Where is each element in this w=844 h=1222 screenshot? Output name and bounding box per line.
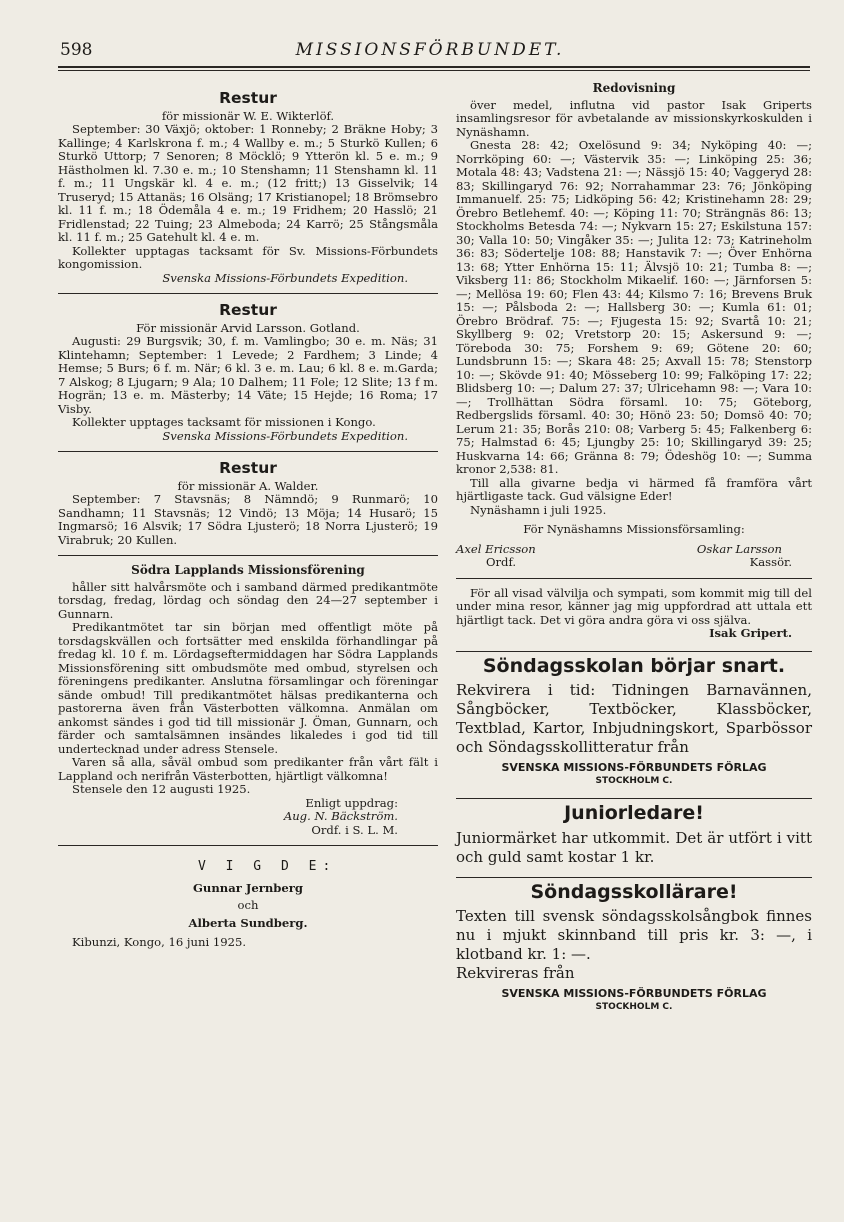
restur-3-subtitle: för missionär A. Walder. [177,478,319,493]
ad-larare-heading: Söndagsskollärare! [530,880,738,903]
ad-junior-body: Juniormärket har utkommit. Det är utfört i vitt och guld samt kostar 1 kr. [456,828,812,866]
vigde-name-2: Alberta Sundberg. [188,915,308,930]
signer-right-title: Kassör. [749,555,792,569]
restur-1-signature: Svenska Missions-Förbundets Expedition. [162,270,408,285]
ad-larare-order: Rekvireras från [456,964,575,982]
header-rule [58,66,810,68]
vigde-och: och [237,898,259,912]
ad-larare-city: STOCKHOLM C. [595,1001,673,1012]
restur-1-body: September: 30 Växjö; oktober: 1 Ronneby; 2 Bräkne Hoby; 3 Kallinge; 4 Karlskrona f. m.; 4 Wallby e. m.; 5 Sturkö Kullen; 6 Sturkö Uttorp; 7 Senoren; 8 Möcklö; 9 Ytterön kl. 5 e. m.; 9 Hästholmen kl. 7.30 e. m.; 10 Stenshamn; 11 Stenshamn kl. 11 f. m.; 11 Ungskär kl. 4 e. m.; (12 fritt;) 13 Gisselvik; 14 Truseryd; 15 Attanäs; 16 Olsäng; 17 Kristianopel; 18 Brömsebro kl. 11 f. m.; 18 Ödemåla 4 e. m.; 19 Fridhem; 20 Hasslö; 21 Fridlenstad; 22 Tuing; 23 Almeboda; 24 Karrö; 25 Stångsmåla kl. 11 f. m.; 25 Gatehult kl. 4 e. m. [58,122,438,244]
gripert-signature: Isak Gripert. [709,626,792,640]
ad-junior-heading: Juniorledare! [564,802,704,824]
lappland-intro: håller sitt halvårsmöte och i samband därmed predikantmöte torsdag, fredag, lördag och söndag den 24—27 september i Gunnarn. [58,579,438,621]
ad-sondagsskolan [456,654,812,789]
page-number: 598 [60,40,93,60]
restur-2-note: Kollekter upptages tacksamt för missionen i Kongo. [72,415,376,429]
ad-larare-publisher: SVENSKA MISSIONS-FÖRBUNDETS FÖRLAG [501,987,767,1000]
ad-junior [456,802,812,867]
left-column [58,82,438,950]
lappland-paragraph: Predikantmötet tar sin början med offentligt möte på torsdagskvällen och fortsätter med enskilda förhandlingar på fredag kl. 10 f. m. Lördagseftermiddagen har Södra Lapplands Missionsförening sitt ombudsmöte med ombud, styrelsen och föreningens predikanter. Anslutna församlingar och föreningar sände ombud! Till predikantmötet hälsas predikanterna och pastorerna även från Västerbotten välkomna. Anmälan om ankomst sändes i god tid till missionär J. Öman, Gunnarn, och färder och samtalsämnen insändes likaledes i god tid till undertecknad under adress Stensele. [58,620,438,756]
signer-left-title: Ordf. [486,555,517,569]
redovisning-intro: över medel, influtna vid pastor Isak Griperts insamlingsresor för avbetalande av missionskyrkoskulden i Nynäshamn. [456,97,812,139]
divider [58,293,438,294]
restur-2-signature: Svenska Missions-Förbundets Expedition. [162,428,408,443]
redovisning-heading: Redovisning [592,81,676,95]
redovisning-signers [456,543,812,557]
journal-title: MISSIONSFÖRBUNDET. [295,40,565,60]
lappland-sign-intro: Enligt uppdrag: [305,795,398,810]
ad-divider [456,798,812,799]
divider [58,555,438,556]
ad-sondagsskolan-publisher: SVENSKA MISSIONS-FÖRBUNDETS FÖRLAG [501,761,767,774]
redovisning-thanks: Till alla givarne bedja vi härmed få framföra vårt hjärtligaste tack. Gud välsigne Eder! [456,475,812,503]
ad-sondagsskolan-heading: Söndagsskolan börjar snart. [482,654,786,677]
gripert-note: För all visad välvilja och sympati, som kommit mig till del under mina resor, känner jag mig uppfordrad att uttala ett hjärtligt tack. Det vi göra andra göra vi oss själva. [456,585,812,627]
restur-2-heading: Restur [219,301,277,319]
divider [58,845,438,846]
restur-1-subtitle: för missionär W. E. Wikterlöf. [161,108,335,123]
right-column [456,82,812,1014]
restur-2-subtitle: För missionär Arvid Larsson. Gotland. [136,320,360,335]
lappland-sign-title: Ordf. i S. L. M. [311,822,398,837]
redovisning-signer-titles [456,556,812,570]
lappland-heading: Södra Lapplands Missionsförening [131,563,365,577]
signer-left-name: Axel Ericsson [456,541,536,556]
lappland-sign-name: Aug. N. Bäckström. [283,809,398,823]
header-rule-thin [58,70,810,71]
redovisning-place: Nynäshamn i juli 1925. [470,502,607,517]
ad-sondagsskolan-city: STOCKHOLM C. [595,775,673,786]
ad-larare [456,880,812,1015]
signer-right-name: Oskar Larsson [696,541,782,556]
redovisning-for-line: För Nynäshamns Missionsförsamling: [523,522,745,536]
restur-2-body: Augusti: 29 Burgsvik; 30, f. m. Vamlingbo; 30 e. m. Näs; 31 Klintehamn; September: 1 Levede; 2 Fardhem; 3 Linde; 4 Hemse; 5 Burs; 6 f. m. När; 6 kl. 3 e. m. Lau; 6 kl. 8 e. m.Garda; 7 Alskog; 8 Ljugarn; 9 Ala; 10 Dalhem; 11 Fole; 12 Slite; 13 f m. Hogrän; 13 e. m. Mästerby; 14 Väte; 15 Hejde; 16 Roma; 17 Visby. [58,334,438,416]
ad-sondagsskolan-body: Rekvirera i tid: Tidningen Barnavännen, Sångböcker, Textböcker, Klassböcker, Textblad, Kartor, Inbjudningskort, Sparbössor och Söndagsskollitteratur från [456,681,812,756]
vigde-heading: V I G D E: [198,859,337,874]
ad-divider [456,651,812,652]
redovisning-body: Gnesta 28: 42; Oxelösund 9: 34; Nyköping 40: —; Norrköping 60: —; Västervik 35: —; Linköping 25: 36; Motala 48: 43; Vadstena 21: —; Nässjö 15: 40; Vaggeryd 28: 83; Skillingaryd 76: 92; Norrahammar 23: 76; Jönköping Immanuelf. 25: 75; Lidköping 56: 42; Kristinehamn 28: 29; Örebro Betlehemf. 40: —; Köping 11: 70; Strängnäs 86: 13; Stockholms Betesda 74: —; Nykvarn 15: 27; Eskilstuna 157: 30; Valla 10: 50; Vingåker 35: —; Julita 12: 73; Katrineholm 36: 83; Södertelje 108: 88; Hanstavik 7: —; Över Enhörna 13: 68; Ytter Enhörna 15: 11; Älvsjö 10: 21; Tumba 8: —; Viksberg 11: 86; Stockholm Mikaelif. 160: —; Järnforsen 5: —; Mellösa 19: 60; Flen 43: 44; Kilsmo 7: 16; Brevens Bruk 15: —; Pålsboda 2: —; Hallsberg 30: —; Kumla 61: 01; Örebro Brödraf. 75: —; Fjugesta 15: 92; Svartå 10: 21; Skyllberg 9: 02; Vretstorp 20: 15; Askersund 9: —; Töreboda 30: 75; Forshem 9: 69; Götene 20: 60; Lundsbrunn 15: —; Skara 48: 25; Axvall 15: 78; Stenstorp 10: —; Skövde 91: 40; Mösseberg 10: 99; Falköping 17: 22; Blidsberg 10: —; Dalum 27: 37; Ulricehamn 98: —; Vara 10: —; Trollhättan Södra församl. 10: 75; Göteborg, Redbergslids församl. 40: 30; Hönö 23: 50; Domsö 40: 70; Lerum 21: 35; Borås 210: 08; Varberg 5: 45; Falkenberg 6: 75; Halmstad 6: 45; Ljungby 25: 10; Skillingaryd 39: 25; Huskvarna 14: 66; Gränna 8: 79; Ödeshög 10: —; Summa kronor 2,538: 81. [456,138,812,476]
divider [456,578,812,579]
lappland-date: Stensele den 12 augusti 1925. [72,782,251,796]
divider [58,451,438,452]
vigde-name-1: Gunnar Jernberg [193,880,303,895]
vigde-place: Kibunzi, Kongo, 16 juni 1925. [72,935,247,949]
restur-3-body: September: 7 Stavsnäs; 8 Nämndö; 9 Runmarö; 10 Sandhamn; 11 Stavsnäs; 12 Vindö; 13 Möja; 14 Husarö; 15 Ingmarsö; 16 Alsvik; 17 Södra Ljusterö; 18 Norra Ljusterö; 19 Virabruk; 20 Kullen. [58,492,438,547]
ad-larare-body: Texten till svensk söndagsskolsångbok finnes nu i mjukt skinnband till pris kr. 3: —, i klotband kr. 1: —. [456,907,812,963]
restur-1-heading: Restur [219,89,277,107]
ad-divider [456,877,812,878]
restur-1-note: Kollekter upptagas tacksamt för Sv. Missions-Förbundets kongomission. [58,243,438,271]
lappland-paragraph: Varen så alla, såväl ombud som predikanter från vårt fält i Lappland och nerifrån Västerbotten, hjärtligt välkomna! [58,755,438,783]
restur-3-heading: Restur [219,459,277,477]
